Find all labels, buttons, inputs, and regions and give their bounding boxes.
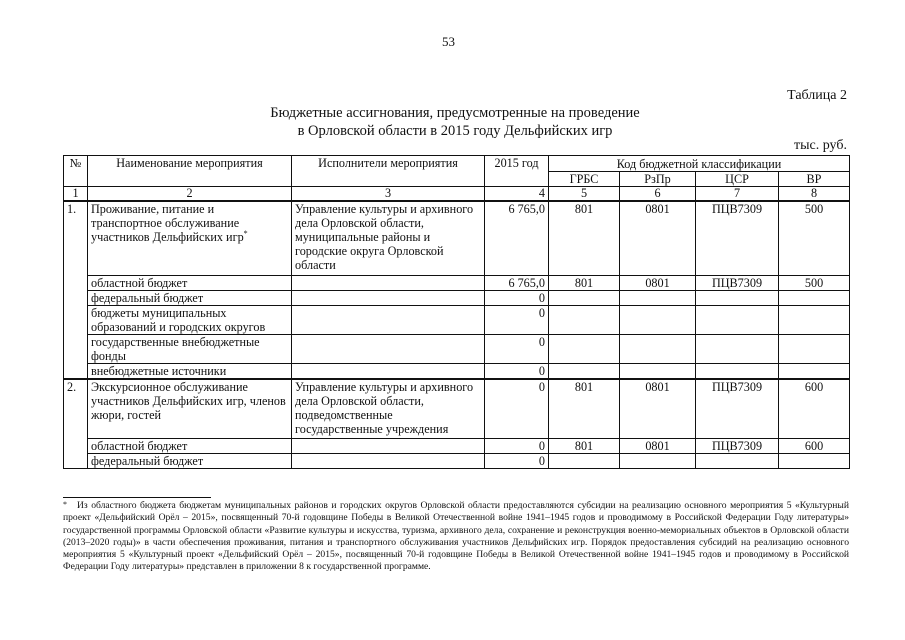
footnote-text: Из областного бюджета бюджетам муниципальных районов и городских округов Орловской области предоставляются субсидии на реализацию основного мероприятия 5 «Культурный проект «Дельфийский Орёл – 2015», посвященный 70-й годовщине Победы в Великой Отечественной войне 1941–1945 годов и проводимому в Российской Федерации Году литературы» государственной программы Орловской области «Развитие культуры и искусства, туризма, архивного дела, сохранение и реконструкция военно-мемориальных объектов в Орловской области (2013–2020 годы)» в части обеспечения проживания, питания и транспортного обслуживания участников Дельфийских игр. Порядок предоставления субсидий на реализацию основного мероприятия 5 «Культурный проект «Дельфийский Орёл – 2015», посвященный 70-й годовщине Победы в Великой Отечественной войне 1941–1945 годов и проводимому в Российской Федерации Году литературы» представлен в приложении 8 к государственной программе. bbox=[63, 500, 849, 573]
source-row bbox=[64, 363, 850, 379]
source-year: 0 bbox=[485, 439, 549, 454]
footnote-mark: * bbox=[243, 228, 248, 238]
source-executors bbox=[292, 305, 485, 334]
event-row bbox=[64, 201, 850, 275]
source-name: областной бюджет bbox=[88, 439, 292, 454]
col-number: 6 bbox=[620, 187, 696, 202]
col-number: 5 bbox=[549, 187, 620, 202]
col-number: 2 bbox=[88, 187, 292, 202]
source-year: 0 bbox=[485, 290, 549, 305]
source-row bbox=[64, 290, 850, 305]
source-name: бюджеты муниципальных образований и городских округов bbox=[88, 305, 292, 334]
event-name: Проживание, питание и транспортное обслуживание участников Дельфийских игр* bbox=[88, 201, 292, 275]
page-number: 53 bbox=[442, 34, 455, 49]
source-grbs: 801 bbox=[549, 275, 620, 290]
source-executors bbox=[292, 454, 485, 469]
header-row bbox=[64, 156, 850, 172]
header-executors: Исполнители мероприятия bbox=[292, 156, 485, 187]
source-vr bbox=[779, 290, 850, 305]
source-row bbox=[64, 305, 850, 334]
source-rzpr bbox=[620, 454, 696, 469]
footnote-mark: * bbox=[63, 500, 67, 509]
source-executors bbox=[292, 334, 485, 363]
source-year: 0 bbox=[485, 363, 549, 379]
source-executors bbox=[292, 275, 485, 290]
event-executors: Управление культуры и архивного дела Орловской области, муниципальные районы и городские округа Орловской области bbox=[292, 201, 485, 275]
units-label: тыс. руб. bbox=[794, 138, 847, 153]
event-grbs: 801 bbox=[549, 379, 620, 439]
source-rzpr bbox=[620, 363, 696, 379]
source-row bbox=[64, 439, 850, 454]
event-year-amount: 6 765,0 bbox=[485, 201, 549, 275]
header-num: № bbox=[64, 156, 88, 187]
source-executors bbox=[292, 439, 485, 454]
event-executors: Управление культуры и архивного дела Орловской области, подведомственные государственные учреждения bbox=[292, 379, 485, 439]
source-grbs bbox=[549, 290, 620, 305]
source-name: внебюджетные источники bbox=[88, 363, 292, 379]
header-year: 2015 год bbox=[485, 156, 549, 187]
source-vr bbox=[779, 334, 850, 363]
source-row bbox=[64, 334, 850, 363]
source-csr bbox=[696, 454, 779, 469]
header-csr: ЦСР bbox=[696, 172, 779, 187]
source-executors bbox=[292, 363, 485, 379]
table-title bbox=[200, 104, 710, 140]
event-csr: ПЦВ7309 bbox=[696, 379, 779, 439]
source-vr: 500 bbox=[779, 275, 850, 290]
source-csr: ПЦВ7309 bbox=[696, 439, 779, 454]
source-csr bbox=[696, 305, 779, 334]
event-name: Экскурсионное обслуживание участников Дельфийских игр, членов жюри, гостей bbox=[88, 379, 292, 439]
source-vr: 600 bbox=[779, 439, 850, 454]
source-row bbox=[64, 275, 850, 290]
source-csr bbox=[696, 363, 779, 379]
source-year: 0 bbox=[485, 334, 549, 363]
header-vr: ВР bbox=[779, 172, 850, 187]
source-grbs bbox=[549, 454, 620, 469]
col-number: 8 bbox=[779, 187, 850, 202]
source-vr bbox=[779, 305, 850, 334]
source-year: 6 765,0 bbox=[485, 275, 549, 290]
column-number-row bbox=[64, 187, 850, 202]
source-rzpr bbox=[620, 290, 696, 305]
title-line-1: Бюджетные ассигнования, предусмотренные на проведение bbox=[270, 105, 640, 121]
header-code: Код бюджетной классификации bbox=[549, 156, 850, 172]
source-rzpr: 0801 bbox=[620, 439, 696, 454]
event-rzpr: 0801 bbox=[620, 379, 696, 439]
source-rzpr bbox=[620, 305, 696, 334]
event-number: 1. bbox=[64, 201, 88, 379]
source-grbs: 801 bbox=[549, 439, 620, 454]
col-number: 3 bbox=[292, 187, 485, 202]
footnote bbox=[63, 500, 849, 574]
header-name: Наименование мероприятия bbox=[88, 156, 292, 187]
col-number: 4 bbox=[485, 187, 549, 202]
event-csr: ПЦВ7309 bbox=[696, 201, 779, 275]
source-executors bbox=[292, 290, 485, 305]
source-row bbox=[64, 454, 850, 469]
event-row bbox=[64, 379, 850, 439]
source-grbs bbox=[549, 305, 620, 334]
source-rzpr: 0801 bbox=[620, 275, 696, 290]
event-rzpr: 0801 bbox=[620, 201, 696, 275]
source-name: федеральный бюджет bbox=[88, 454, 292, 469]
col-number: 1 bbox=[64, 187, 88, 202]
event-number: 2. bbox=[64, 379, 88, 469]
footnote-divider bbox=[63, 497, 211, 498]
source-grbs bbox=[549, 334, 620, 363]
source-vr bbox=[779, 363, 850, 379]
table-label: Таблица 2 bbox=[787, 88, 847, 103]
col-number: 7 bbox=[696, 187, 779, 202]
source-csr: ПЦВ7309 bbox=[696, 275, 779, 290]
title-line-2: в Орловской области в 2015 году Дельфийских игр bbox=[297, 123, 613, 139]
source-year: 0 bbox=[485, 305, 549, 334]
source-name: федеральный бюджет bbox=[88, 290, 292, 305]
source-year: 0 bbox=[485, 454, 549, 469]
source-csr bbox=[696, 290, 779, 305]
source-grbs bbox=[549, 363, 620, 379]
source-name: государственные внебюджетные фонды bbox=[88, 334, 292, 363]
source-vr bbox=[779, 454, 850, 469]
event-year-amount: 0 bbox=[485, 379, 549, 439]
event-vr: 500 bbox=[779, 201, 850, 275]
source-name: областной бюджет bbox=[88, 275, 292, 290]
source-csr bbox=[696, 334, 779, 363]
event-vr: 600 bbox=[779, 379, 850, 439]
budget-table bbox=[63, 155, 850, 469]
event-grbs: 801 bbox=[549, 201, 620, 275]
source-rzpr bbox=[620, 334, 696, 363]
header-grbs: ГРБС bbox=[549, 172, 620, 187]
header-rzpr: РзПр bbox=[620, 172, 696, 187]
